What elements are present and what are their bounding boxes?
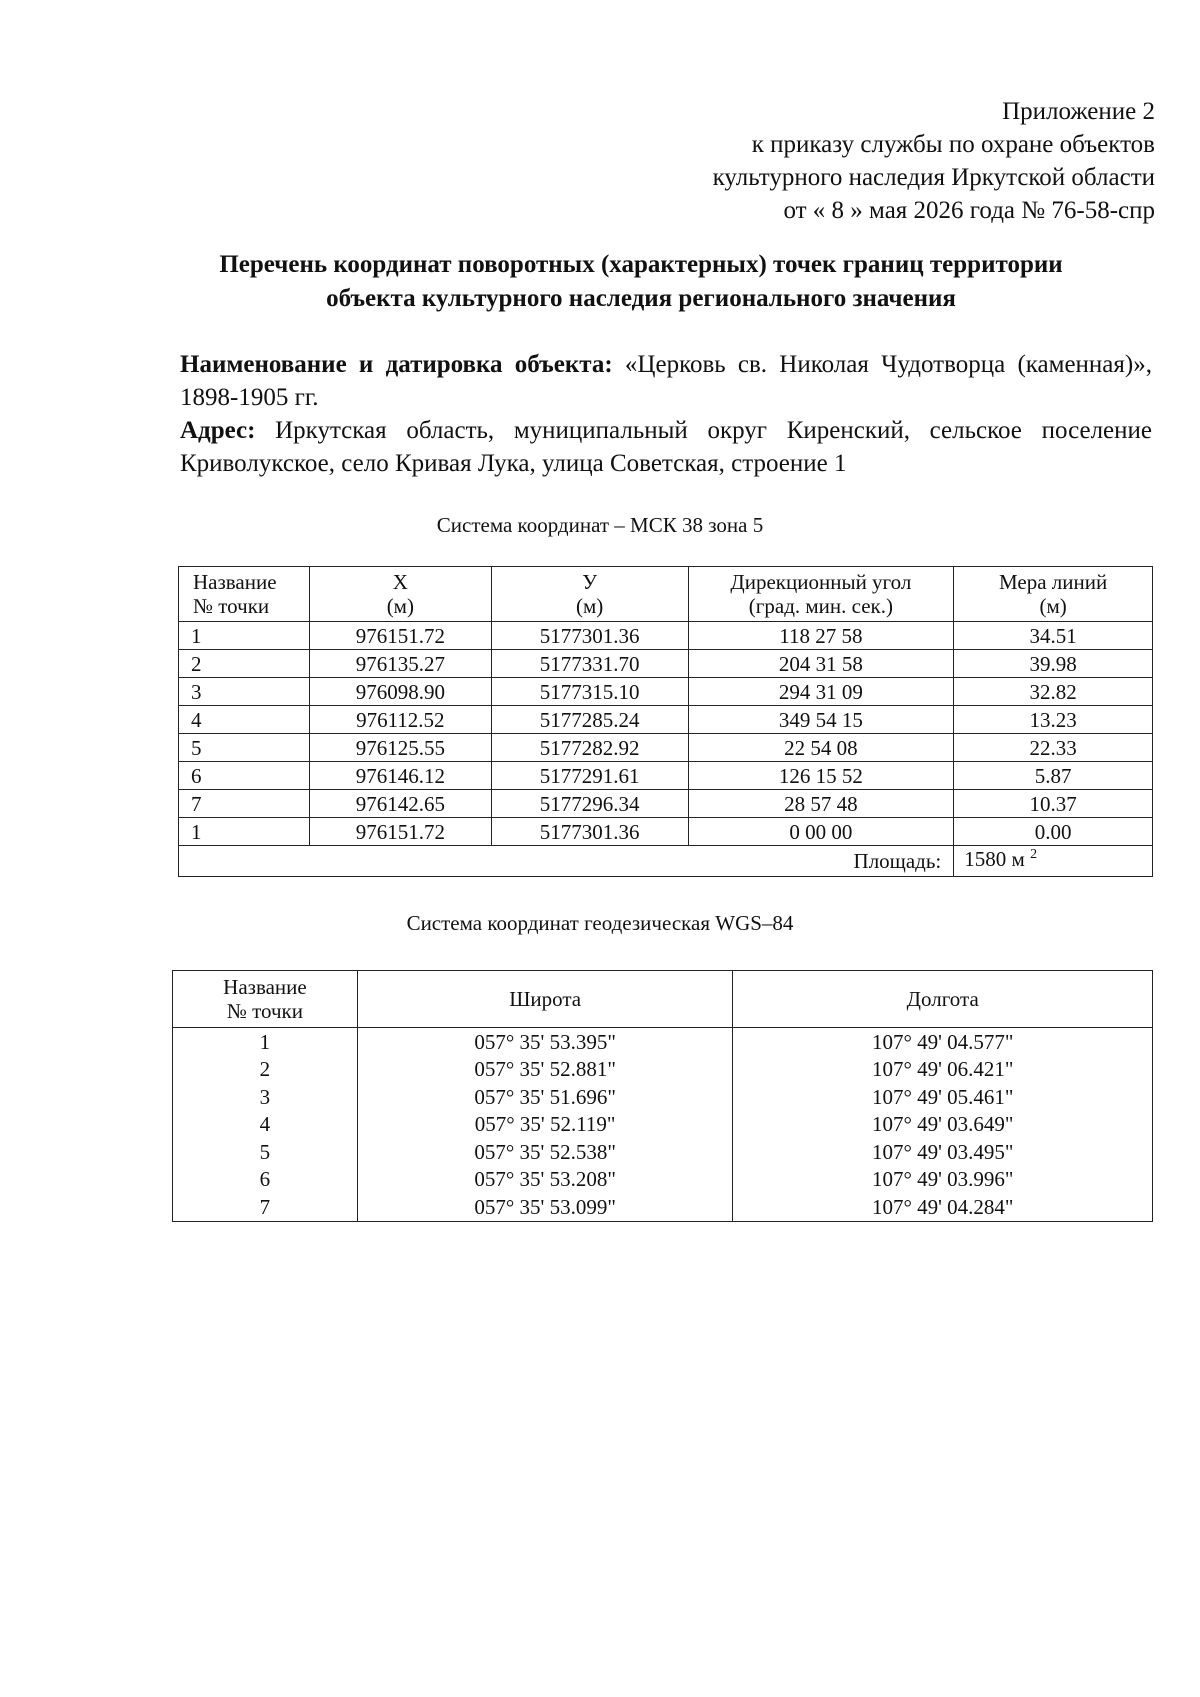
msk-header-point: Название № точки [179,567,310,622]
y-cell: 5177301.36 [491,622,688,650]
wgs-header-latitude: Широта [357,971,733,1028]
table-row [179,790,1153,818]
point-cell: 1 [179,818,310,846]
object-name-value: «Церковь св. Николая Чудотворца (каменная)», 1898-1905 гг. [180,351,1152,411]
table-row [179,650,1153,678]
x-cell: 976112.52 [309,706,491,734]
y-cell: 5177296.34 [491,790,688,818]
y-cell: 5177282.92 [491,734,688,762]
title-line-2: объекта культурного наследия регионального значения [326,285,956,312]
object-address-value: Иркутская область, муниципальный округ Киренский, сельское поселение Криволукское, село Кривая Лука, улица Советская, строение 1 [180,417,1152,477]
table-row [179,762,1153,790]
table-row [173,1028,1153,1056]
table-row [179,734,1153,762]
length-cell: 10.37 [954,790,1153,818]
msk-header-x: X (м) [309,567,491,622]
title-line-1: Перечень координат поворотных (характерных) точек границ территории [219,251,1063,278]
latitude-cell: 057° 35' 52.881" [357,1056,733,1084]
appendix-line-4: от « 8 » мая 2026 года № 76-58-спр [783,197,1155,224]
angle-cell: 294 31 09 [688,678,954,706]
y-cell: 5177301.36 [491,818,688,846]
table-row [179,818,1153,846]
point-cell: 1 [179,622,310,650]
msk-header-length: Мера линий (м) [954,567,1153,622]
latitude-cell: 057° 35' 52.119" [357,1111,733,1139]
area-label: Площадь: [179,846,954,877]
point-cell: 6 [179,762,310,790]
angle-cell: 28 57 48 [688,790,954,818]
table-row [173,1111,1153,1139]
table-row [173,1083,1153,1111]
msk-coordinates-table [178,566,1153,877]
y-cell: 5177291.61 [491,762,688,790]
length-cell: 39.98 [954,650,1153,678]
x-cell: 976125.55 [309,734,491,762]
area-row [179,846,1153,877]
appendix-line-2: к приказу службы по охране объектов [751,131,1155,158]
document-title [130,248,1152,316]
length-cell: 13.23 [954,706,1153,734]
appendix-line-1: Приложение 2 [1002,98,1155,125]
latitude-cell: 057° 35' 51.696" [357,1083,733,1111]
point-cell: 5 [179,734,310,762]
point-cell: 2 [173,1056,358,1084]
point-cell: 5 [173,1138,358,1166]
angle-cell: 0 00 00 [688,818,954,846]
point-cell: 1 [173,1028,358,1056]
angle-cell: 22 54 08 [688,734,954,762]
msk-caption: Система координат – МСК 38 зона 5 [436,513,764,537]
longitude-cell: 107° 49' 04.284" [733,1193,1153,1221]
wgs-header-longitude: Долгота [733,971,1153,1028]
wgs-header-row [173,971,1153,1028]
angle-cell: 349 54 15 [688,706,954,734]
y-cell: 5177315.10 [491,678,688,706]
length-cell: 32.82 [954,678,1153,706]
length-cell: 0.00 [954,818,1153,846]
msk-header-angle: Дирекционный угол (град. мин. сек.) [688,567,954,622]
object-info [180,348,1152,480]
table-row [179,622,1153,650]
object-name [180,348,1152,414]
y-cell: 5177285.24 [491,706,688,734]
table-row [173,1193,1153,1221]
point-cell: 6 [173,1166,358,1194]
longitude-cell: 107° 49' 04.577" [733,1028,1153,1056]
y-cell: 5177331.70 [491,650,688,678]
point-cell: 7 [179,790,310,818]
appendix-header [455,95,1155,227]
angle-cell: 126 15 52 [688,762,954,790]
table-row [179,678,1153,706]
x-cell: 976151.72 [309,818,491,846]
longitude-cell: 107° 49' 06.421" [733,1056,1153,1084]
angle-cell: 204 31 58 [688,650,954,678]
latitude-cell: 057° 35' 53.208" [357,1166,733,1194]
wgs-caption: Система координат геодезическая WGS–84 [406,911,794,935]
table-row [173,1166,1153,1194]
table-row [179,706,1153,734]
point-cell: 3 [179,678,310,706]
object-address-label: Адрес: [180,417,256,444]
table-row [173,1056,1153,1084]
msk-header-y: У (м) [491,567,688,622]
wgs-header-point: Название № точки [173,971,358,1028]
longitude-cell: 107° 49' 05.461" [733,1083,1153,1111]
x-cell: 976146.12 [309,762,491,790]
area-value: 1580 м $^2$ [954,846,1153,877]
appendix-line-3: культурного наследия Иркутской области [712,164,1155,191]
point-cell: 4 [179,706,310,734]
length-cell: 34.51 [954,622,1153,650]
point-cell: 2 [179,650,310,678]
latitude-cell: 057° 35' 53.099" [357,1193,733,1221]
latitude-cell: 057° 35' 52.538" [357,1138,733,1166]
table-row [173,1138,1153,1166]
latitude-cell: 057° 35' 53.395" [357,1028,733,1056]
longitude-cell: 107° 49' 03.649" [733,1111,1153,1139]
x-cell: 976098.90 [309,678,491,706]
angle-cell: 118 27 58 [688,622,954,650]
point-cell: 4 [173,1111,358,1139]
object-name-label: Наименование и датировка объекта: [180,351,613,378]
longitude-cell: 107° 49' 03.996" [733,1166,1153,1194]
area-unit-superscript: 2 [1030,847,1038,862]
point-cell: 3 [173,1083,358,1111]
wgs-coordinates-table [172,970,1153,1222]
longitude-cell: 107° 49' 03.495" [733,1138,1153,1166]
x-cell: 976142.65 [309,790,491,818]
length-cell: 5.87 [954,762,1153,790]
object-address [180,414,1152,480]
length-cell: 22.33 [954,734,1153,762]
x-cell: 976151.72 [309,622,491,650]
msk-header-row [179,567,1153,622]
point-cell: 7 [173,1193,358,1221]
x-cell: 976135.27 [309,650,491,678]
